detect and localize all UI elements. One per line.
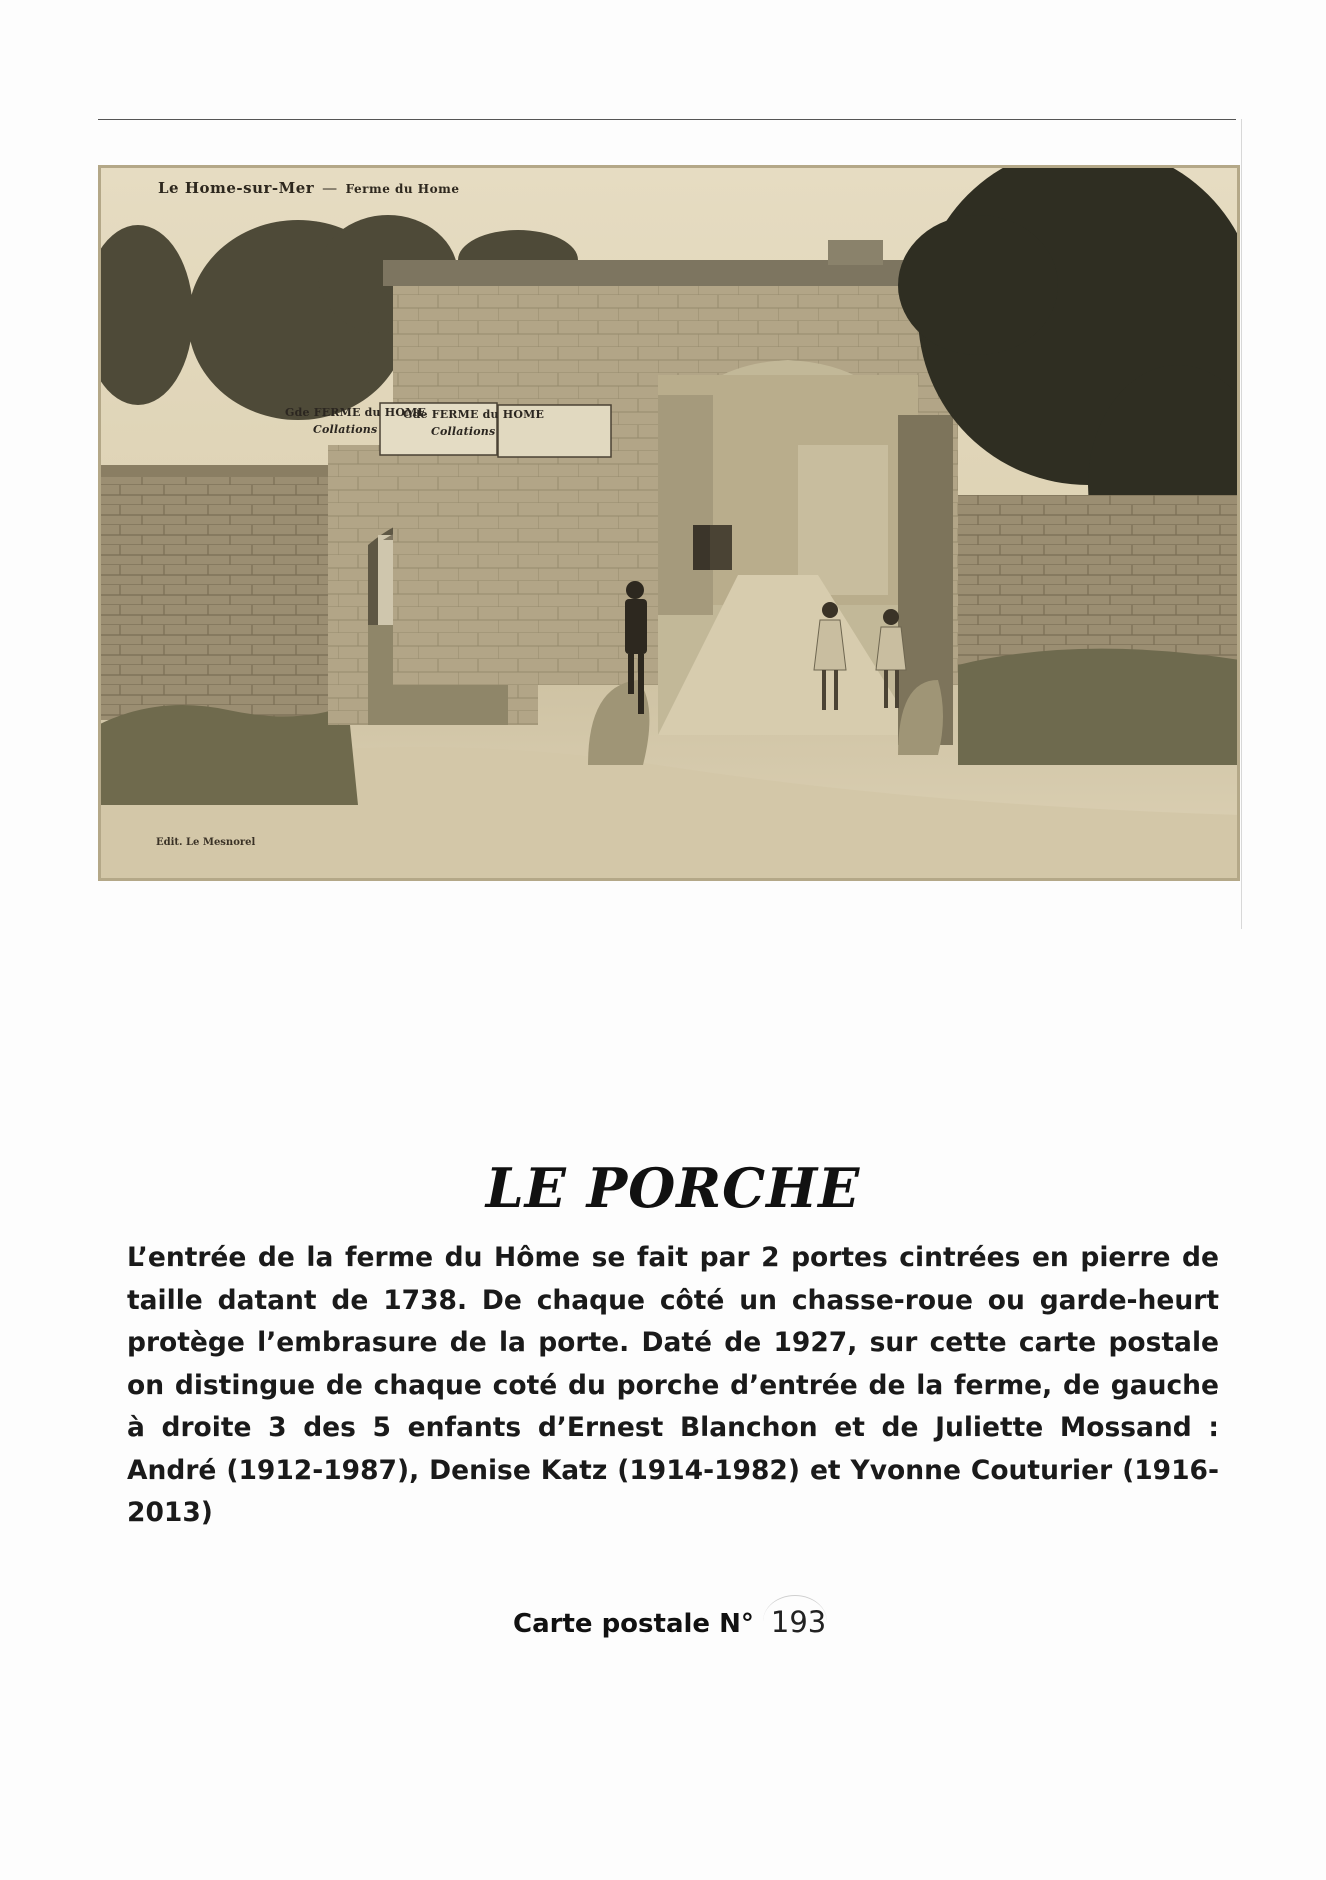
sign-right-line1: Gde FERME du HOME [403, 408, 545, 421]
shrubs-left [98, 705, 358, 805]
postcard-reference-label: Carte postale N° [513, 1609, 754, 1639]
postcard-photo [98, 165, 1240, 881]
left-wall [98, 470, 338, 720]
page-title: LE PORCHE [485, 1156, 861, 1221]
sign-right-line2: Collations [431, 425, 496, 438]
sign-left-line1: Gde FERME du HOME [285, 406, 427, 419]
body-paragraph: L’entrée de la ferme du Hôme se fait par 2 portes cintrées en pierre de taille datant de 1738. De chaque côté un chasse-roue ou garde-heurt protège l’embrasure de la porte. Daté de 1927, sur cette carte postale on distingue de chaque coté du porche d’entrée de la ferme, de gauche à droite 3 des 5 enfants d’Ernest Blanchon et de Juliette Mossand : André (1912-1987), Denise Katz (1914-1982) et Yvonne Couturier (1916-2013) [127, 1242, 1219, 1528]
top-rule [98, 119, 1236, 120]
postcard-reference [513, 1605, 826, 1639]
shrubs-right [958, 649, 1240, 765]
postcard-caption-place: Le Home-sur-Mer [158, 179, 315, 197]
postcard-number: 193 [770, 1605, 827, 1639]
sign-left-line2: Collations [313, 423, 378, 436]
postcard-illustration [98, 165, 1240, 881]
postcard-publisher: Edit. Le Mesnorel [156, 837, 256, 848]
page-edge-line [1241, 119, 1242, 929]
postcard-caption-separator: — [322, 179, 338, 197]
postcard-caption-subject: Ferme du Home [345, 182, 460, 196]
postcard-caption [158, 179, 459, 197]
